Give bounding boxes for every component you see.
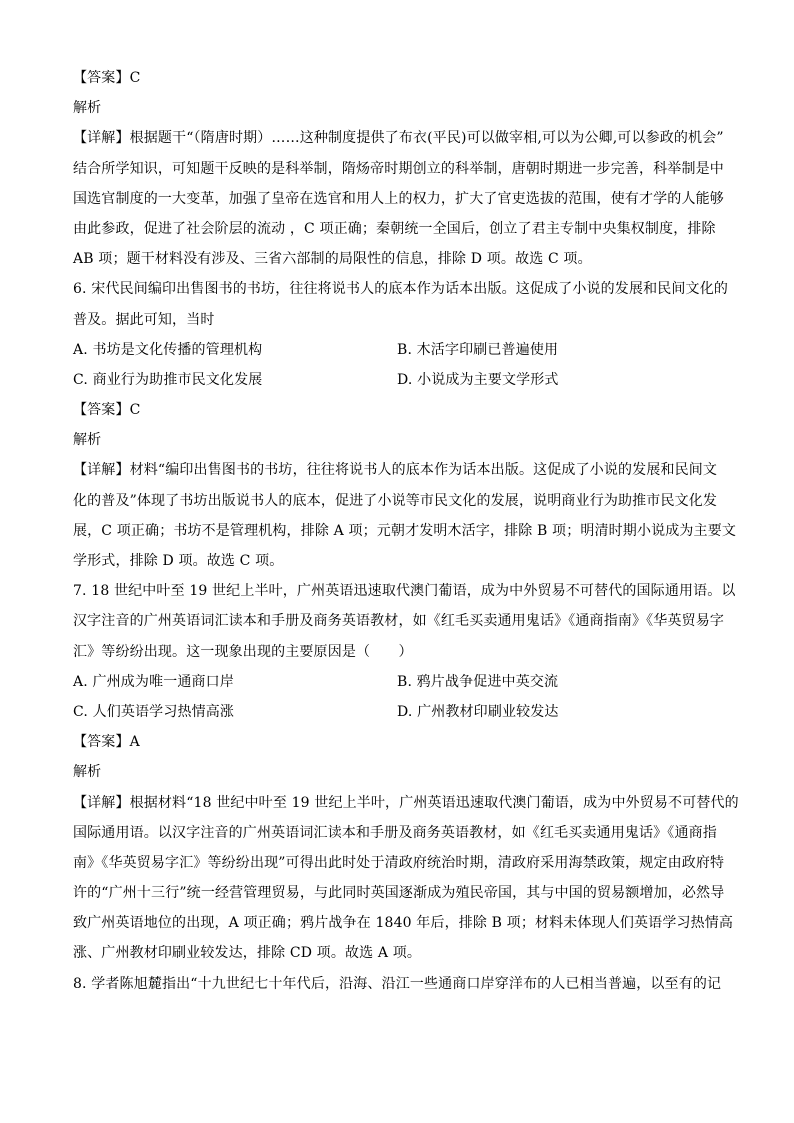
q7-option-d-label: D.: [397, 703, 418, 720]
q7-detail-line-3: 南》《华英贸易字汇》等纷纷出现”可得出此时处于清政府统治时期，清政府采用海禁政策，规定由政府特: [73, 854, 725, 871]
q5-detail-label: 【详解】: [73, 130, 130, 147]
q7-options-row-2: [73, 697, 723, 727]
q7-detail-line-5: 致广州英语地位的出现，A 项正确；鸦片战争在 1840 年后，排除 B 项；材料未体现人们英语学习热情高: [73, 915, 734, 932]
q7-analysis-label: 解析: [73, 764, 102, 781]
q6-detail-line-2: 化的普及”体现了书坊出版说书人的底本，促进了小说等市民文化的发展，说明商业行为助推市民文化发: [73, 492, 718, 509]
q5-detail-line-3: 国选官制度的一大变革，加强了皇帝在选官和用人上的权力，扩大了官吏选拔的范围，使有才学的人能够: [73, 190, 724, 207]
q7-stem-line-3: 汇》等纷纷出现。这一现象出现的主要原因是（ ）: [73, 643, 413, 660]
q7-option-d: [397, 697, 721, 727]
q6-option-a: [73, 335, 397, 365]
q6-analysis-label: 解析: [73, 432, 102, 449]
q6-detail-label: 【详解】: [73, 462, 130, 479]
q5-detail-text-1: 根据题干“（隋唐时期）……这种制度提供了布衣(平民)可以做宰相,可以为公卿,可以参政的机会”: [129, 130, 724, 147]
q6-option-d-label: D.: [397, 371, 418, 388]
q5-analysis-label: 解析: [73, 100, 102, 117]
q5-answer-line: [73, 63, 723, 93]
q7-option-c-label: C.: [73, 703, 93, 720]
q6-options-row-1: [73, 335, 723, 365]
q7-options-row-1: [73, 667, 723, 697]
q7-option-a-text: 广州成为唯一通商口岸: [92, 673, 234, 690]
document-page: [73, 63, 739, 999]
q5-answer-value: C: [129, 70, 141, 86]
q6-stem-line-1: 6. 宋代民间编印出售图书的书坊，往往将说书人的底本作为话本出版。这促成了小说的发展和民间文化的: [73, 281, 729, 298]
q5-detail-line-4: 由此参政，促进了社会阶层的流动 ，C 项正确；秦朝统一全国后，创立了君主专制中央集权制度，排除: [73, 220, 716, 237]
q6-answer-label: 【答案】: [73, 402, 130, 419]
q7-detail-line-4: 许的“广州十三行”统一经营管理贸易，与此同时英国逐渐成为殖民帝国，其与中国的贸易额增加，必然导: [73, 885, 725, 902]
q6-option-b-label: B.: [397, 341, 417, 358]
q7-option-b-label: B.: [397, 673, 417, 690]
q7-option-a-label: A.: [73, 673, 93, 690]
q7-detail-line-6: 涨、广州教材印刷业较发达，排除 CD 项。故选 A 项。: [73, 945, 422, 962]
q6-answer-value: C: [129, 402, 141, 419]
q6-option-b-text: 木活字印刷已普遍使用: [416, 341, 559, 358]
q7-option-c-text: 人们英语学习热情高涨: [92, 703, 235, 720]
q6-answer-line: [73, 395, 723, 425]
q7-detail-label: 【详解】: [73, 794, 130, 811]
q6-option-d: [397, 365, 721, 395]
q5-answer-label: 【答案】: [73, 70, 130, 86]
q7-detail-line-1: [73, 788, 739, 818]
q6-stem-line-2: 普及。据此可知，当时: [73, 311, 215, 328]
q6-options-row-2: [73, 365, 723, 395]
q8-stem-line-1: 8. 学者陈旭麓指出“十九世纪七十年代后，沿海、沿江一些通商口岸穿洋布的人已相当普遍，以至有的记: [73, 975, 722, 992]
q6-option-d-text: 小说成为主要文学形式: [417, 371, 559, 388]
q6-analysis-line: [73, 425, 723, 455]
q6-detail-text-1: 材料“编印出售图书的书坊，往往将说书人的底本作为话本出版。这促成了小说的发展和民间文: [129, 462, 718, 479]
q6-detail-line-1: [73, 455, 723, 485]
q7-answer-value: A: [129, 734, 140, 751]
q7-stem-line-2: 汉字注音的广州英语词汇读本和手册及商务英语教材，如《红毛买卖通用鬼话》《通商指南》《华英贸易字: [73, 613, 725, 630]
q5-detail-line-5: AB 项；题干材料没有涉及、三省六部制的局限性的信息，排除 D 项。故选 C 项。: [73, 251, 592, 268]
q7-option-b: [397, 667, 721, 697]
q7-answer-label: 【答案】: [73, 734, 130, 751]
q7-option-a: [73, 667, 397, 697]
q6-option-a-text: 书坊是文化传播的管理机构: [92, 341, 263, 358]
q6-option-c-text: 商业行为助推市民文化发展: [92, 371, 263, 388]
q5-analysis-line: [73, 93, 723, 123]
q6-detail-line-4: 学形式，排除 D 项。故选 C 项。: [73, 553, 284, 569]
q6-option-c: [73, 365, 397, 395]
q7-detail-line-2: 国际通用语。以汉字注音的广州英语词汇读本和手册及商务英语教材，如《红毛买卖通用鬼话》《通商指: [73, 824, 717, 841]
q7-analysis-line: [73, 757, 723, 787]
q7-detail-text-1: 根据材料“18 世纪中叶至 19 世纪上半叶，广州英语迅速取代澳门葡语，成为中外贸易不可替代的: [129, 794, 739, 811]
q6-option-b: [397, 335, 721, 365]
q6-option-a-label: A.: [73, 341, 93, 358]
q7-option-c: [73, 697, 397, 727]
q7-option-d-text: 广州教材印刷业较发达: [417, 703, 559, 720]
q5-detail-line-1: [73, 123, 723, 153]
q6-option-c-label: C.: [73, 371, 93, 388]
q7-stem-line-1: 7. 18 世纪中叶至 19 世纪上半叶，广州英语迅速取代澳门葡语，成为中外贸易不可替代的国际通用语。以: [73, 583, 736, 600]
q7-option-b-text: 鸦片战争促进中英交流: [416, 673, 559, 690]
q7-answer-line: [73, 727, 723, 757]
q6-detail-line-3: 展，C 项正确；书坊不是管理机构，排除 A 项；元朝才发明木活字，排除 B 项；明清时期小说成为主要文: [73, 522, 737, 539]
q5-detail-line-2: 结合所学知识，可知题干反映的是科举制，隋炀帝时期创立的科举制，唐朝时期进一步完善，科举制是中: [73, 160, 724, 177]
